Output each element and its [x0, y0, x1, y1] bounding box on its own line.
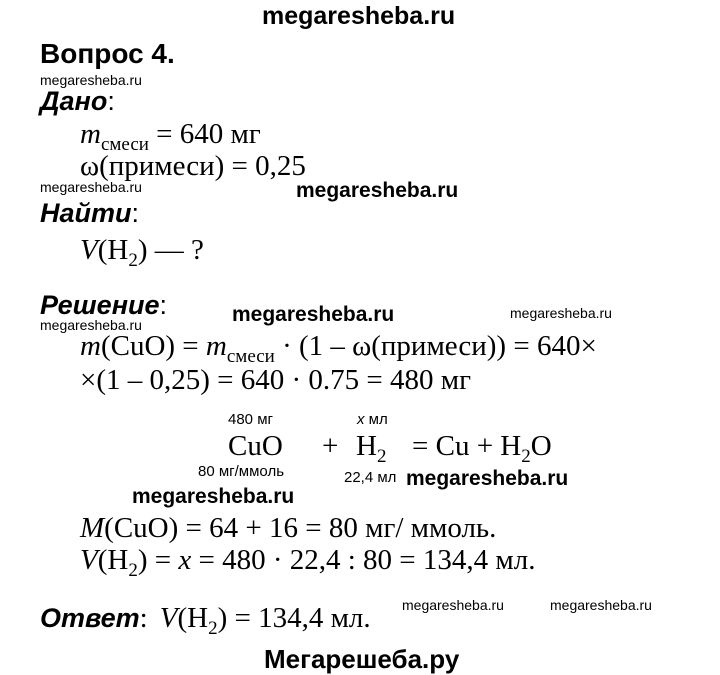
molar-mass-line: M(CuO) = 64 + 16 = 80 мг/ ммоль. — [80, 512, 497, 544]
watermark-medium: megaresheba.ru — [232, 303, 395, 326]
watermark-small: megaresheba.ru — [40, 179, 142, 195]
header-watermark: megaresheba.ru — [262, 2, 456, 30]
reaction-above-h2: x мл — [357, 411, 388, 428]
reaction-h2: $H_2$ — [356, 430, 387, 467]
reaction-above-cuo: 480 мг — [228, 411, 273, 428]
watermark-small: megaresheba.ru — [40, 317, 142, 333]
given-label: Дано: — [40, 86, 115, 116]
reaction-plus: + — [322, 430, 339, 462]
footer-watermark: Мегарешеба.ру — [264, 644, 460, 674]
watermark-small: megaresheba.ru — [550, 597, 652, 613]
mass-calc-line-1: $m(CuO) = m_{смеси} \cdot (1$ – ω(примеси)) = 640× — [80, 330, 597, 367]
watermark-medium: megaresheba.ru — [406, 467, 569, 490]
watermark-small: megaresheba.ru — [402, 597, 504, 613]
reaction-below-h2: 22,4 мл — [344, 469, 397, 486]
answer-line: Ответ: $V(H_2) = 134,4$ мл. — [40, 602, 371, 639]
answer-label: Ответ — [40, 603, 140, 633]
solution-label: Решение: — [40, 290, 168, 320]
reaction-below-cuo: 80 мг/ммоль — [198, 463, 285, 480]
find-line: $V(H_2)$ — ? — [80, 234, 204, 271]
watermark-small: megaresheba.ru — [510, 305, 612, 321]
given-impurity-line: ω(примеси) = 0,25 — [80, 150, 306, 182]
watermark-medium: megaresheba.ru — [296, 179, 459, 202]
watermark-small: megaresheba.ru — [40, 72, 142, 88]
find-label: Найти: — [40, 198, 140, 228]
watermark-medium: megaresheba.ru — [132, 485, 295, 508]
question-title: Вопрос 4. — [40, 38, 175, 69]
reaction-products: = $Cu + H_2O$ — [412, 430, 552, 467]
reaction-cuo: CuO — [228, 430, 283, 462]
volume-line: $V(H_2) = x = 480 \cdot 22,4$ : 80 = 134,4 мл. — [80, 544, 536, 581]
mass-calc-line-2: ×(1 – 0,25) = 640 · 0.75 = 480 мг — [80, 364, 472, 396]
given-mass-line: $m_{смеси} = 640$ мг — [80, 118, 261, 155]
